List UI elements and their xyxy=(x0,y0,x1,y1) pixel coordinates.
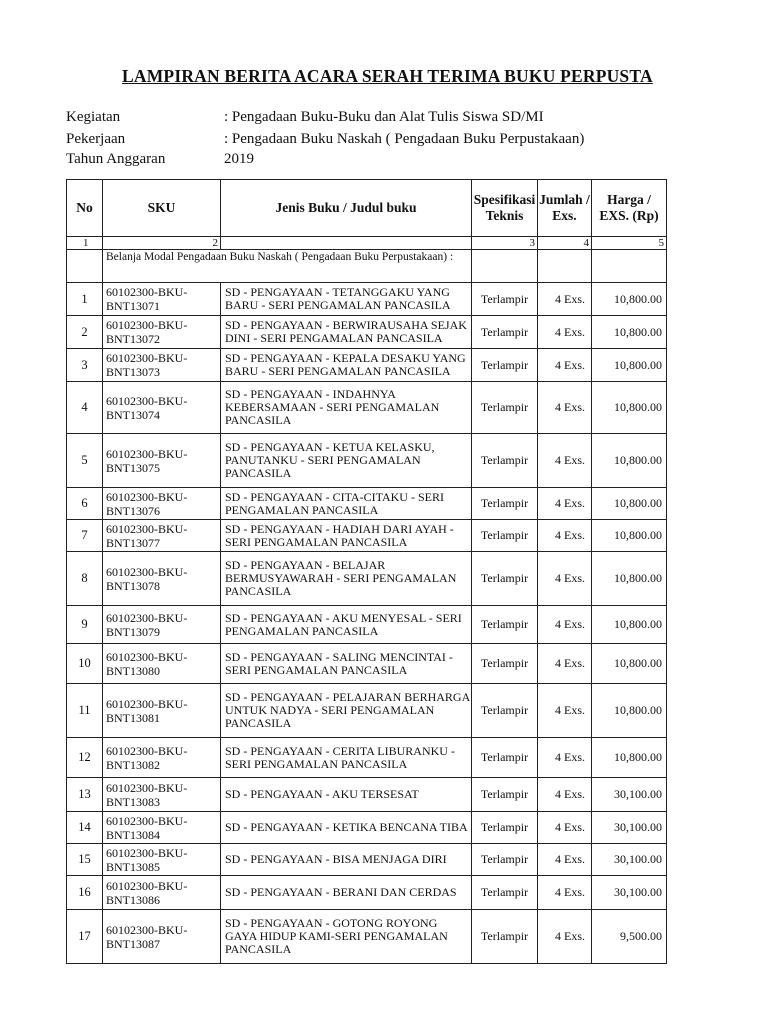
row-qty: 4 Exs. xyxy=(538,349,592,382)
meta-kegiatan-label: Kegiatan xyxy=(66,109,121,125)
table-row xyxy=(67,283,667,316)
row-title xyxy=(221,552,472,606)
row-title xyxy=(221,349,472,382)
document-title: LAMPIRAN BERITA ACARA SERAH TERIMA BUKU PERPUSTA xyxy=(122,66,653,86)
index-cell: 2 xyxy=(103,237,221,250)
row-no: 4 xyxy=(67,382,103,434)
meta-tahun-value: 2019 xyxy=(224,151,254,167)
table-row xyxy=(67,738,667,778)
index-cell: 4 xyxy=(538,237,592,250)
row-title xyxy=(221,812,472,844)
row-qty: 4 Exs. xyxy=(538,910,592,964)
row-sku: 60102300-BKU-BNT13085 xyxy=(103,844,221,876)
row-spec: Terlampir xyxy=(472,644,538,684)
row-no: 17 xyxy=(67,910,103,964)
row-title xyxy=(221,876,472,910)
row-no: 9 xyxy=(67,606,103,644)
table-row xyxy=(67,552,667,606)
row-qty: 4 Exs. xyxy=(538,434,592,488)
row-spec: Terlampir xyxy=(472,552,538,606)
row-price: 10,800.00 xyxy=(592,349,667,382)
row-spec: Terlampir xyxy=(472,812,538,844)
row-sku: 60102300-BKU-BNT13078 xyxy=(103,552,221,606)
row-title xyxy=(221,606,472,644)
row-title-text: SD - PENGAYAAN - KETIKA BENCANA TIBA xyxy=(225,821,468,834)
row-sku: 60102300-BKU-BNT13072 xyxy=(103,316,221,349)
row-title xyxy=(221,644,472,684)
section-empty-cell xyxy=(538,250,592,283)
row-title xyxy=(221,778,472,812)
row-spec: Terlampir xyxy=(472,910,538,964)
table-row xyxy=(67,488,667,520)
row-sku: 60102300-BKU-BNT13071 xyxy=(103,283,221,316)
row-title-text: SD - PENGAYAAN - HADIAH DARI AYAH - SERI PENGAMALAN PANCASILA xyxy=(225,522,454,549)
row-no: 13 xyxy=(67,778,103,812)
row-sku: 60102300-BKU-BNT13077 xyxy=(103,520,221,552)
header-no: No xyxy=(67,180,103,237)
row-title-text: SD - PENGAYAAN - INDAHNYA KEBERSAMAAN - SERI PENGAMALAN PANCASILA xyxy=(225,388,440,427)
row-sku: 60102300-BKU-BNT13082 xyxy=(103,738,221,778)
row-qty: 4 Exs. xyxy=(538,644,592,684)
row-price: 10,800.00 xyxy=(592,434,667,488)
row-price: 30,100.00 xyxy=(592,876,667,910)
table-row xyxy=(67,434,667,488)
row-title-text: SD - PENGAYAAN - GOTONG ROYONG GAYA HIDUP KAMI-SERI PENGAMALAN PANCASILA xyxy=(225,917,448,956)
row-price: 10,800.00 xyxy=(592,684,667,738)
table-row xyxy=(67,349,667,382)
row-title xyxy=(221,520,472,552)
table-row xyxy=(67,876,667,910)
row-spec: Terlampir xyxy=(472,876,538,910)
row-sku: 60102300-BKU-BNT13083 xyxy=(103,778,221,812)
section-empty-cell xyxy=(472,250,538,283)
table-row xyxy=(67,684,667,738)
row-title-text: SD - PENGAYAAN - BELAJAR BERMUSYAWARAH - SERI PENGAMALAN PANCASILA xyxy=(225,559,457,598)
meta-pekerjaan-value: : Pengadaan Buku Naskah ( Pengadaan Buku Perpustakaan) xyxy=(224,131,585,147)
row-spec: Terlampir xyxy=(472,349,538,382)
row-price: 10,800.00 xyxy=(592,552,667,606)
row-title xyxy=(221,684,472,738)
row-no: 15 xyxy=(67,844,103,876)
row-qty: 4 Exs. xyxy=(538,316,592,349)
row-title xyxy=(221,434,472,488)
row-title xyxy=(221,488,472,520)
row-no: 1 xyxy=(67,283,103,316)
section-no-cell xyxy=(67,250,103,283)
row-no: 14 xyxy=(67,812,103,844)
row-sku: 60102300-BKU-BNT13074 xyxy=(103,382,221,434)
row-no: 3 xyxy=(67,349,103,382)
row-title xyxy=(221,910,472,964)
row-sku: 60102300-BKU-BNT13084 xyxy=(103,812,221,844)
row-title-text: SD - PENGAYAAN - PELAJARAN BERHARGA UNTUK NADYA - SERI PENGAMALAN PANCASILA xyxy=(225,691,470,730)
header-spec: Spesifikasi Teknis xyxy=(472,180,538,237)
row-title-text: SD - PENGAYAAN - AKU TERSESAT xyxy=(225,788,419,801)
header-title: Jenis Buku / Judul buku xyxy=(221,180,472,237)
row-qty: 4 Exs. xyxy=(538,488,592,520)
row-title-text: SD - PENGAYAAN - CERITA LIBURANKU - SERI PENGAMALAN PANCASILA xyxy=(225,744,455,771)
row-qty: 4 Exs. xyxy=(538,778,592,812)
row-sku: 60102300-BKU-BNT13073 xyxy=(103,349,221,382)
row-title xyxy=(221,283,472,316)
row-title xyxy=(221,738,472,778)
row-no: 2 xyxy=(67,316,103,349)
row-title-text: SD - PENGAYAAN - BERANI DAN CERDAS xyxy=(225,886,457,899)
index-cell: 5 xyxy=(592,237,667,250)
table-header-row xyxy=(67,180,667,237)
row-no: 10 xyxy=(67,644,103,684)
row-qty: 4 Exs. xyxy=(538,876,592,910)
index-cell: 3 xyxy=(472,237,538,250)
row-sku: 60102300-BKU-BNT13086 xyxy=(103,876,221,910)
row-spec: Terlampir xyxy=(472,283,538,316)
section-empty-cell xyxy=(592,250,667,283)
row-qty: 4 Exs. xyxy=(538,738,592,778)
row-spec: Terlampir xyxy=(472,844,538,876)
header-price: Harga / EXS. (Rp) xyxy=(592,180,667,237)
row-no: 8 xyxy=(67,552,103,606)
row-qty: 4 Exs. xyxy=(538,552,592,606)
index-cell: 1 xyxy=(67,237,103,250)
row-title-text: SD - PENGAYAAN - TETANGGAKU YANG BARU - SERI PENGAMALAN PANCASILA xyxy=(225,286,451,312)
row-title-text: SD - PENGAYAAN - BERWIRAUSAHA SEJAK DINI - SERI PENGAMALAN PANCASILA xyxy=(225,319,467,345)
row-title-text: SD - PENGAYAAN - BISA MENJAGA DIRI xyxy=(225,853,447,866)
row-no: 16 xyxy=(67,876,103,910)
row-price: 10,800.00 xyxy=(592,644,667,684)
table-row xyxy=(67,778,667,812)
meta-pekerjaan-label: Pekerjaan xyxy=(66,131,126,147)
row-qty: 4 Exs. xyxy=(538,606,592,644)
meta-tahun-label: Tahun Anggaran xyxy=(66,151,166,167)
row-spec: Terlampir xyxy=(472,738,538,778)
row-price: 30,100.00 xyxy=(592,844,667,876)
row-sku: 60102300-BKU-BNT13079 xyxy=(103,606,221,644)
row-qty: 4 Exs. xyxy=(538,844,592,876)
row-price: 10,800.00 xyxy=(592,488,667,520)
row-price: 10,800.00 xyxy=(592,316,667,349)
table-row xyxy=(67,520,667,552)
row-price: 10,800.00 xyxy=(592,283,667,316)
header-sku: SKU xyxy=(103,180,221,237)
row-title-text: SD - PENGAYAAN - CITA-CITAKU - SERI PENGAMALAN PANCASILA xyxy=(225,490,444,517)
row-qty: 4 Exs. xyxy=(538,812,592,844)
row-qty: 4 Exs. xyxy=(538,283,592,316)
row-sku: 60102300-BKU-BNT13076 xyxy=(103,488,221,520)
row-price: 10,800.00 xyxy=(592,606,667,644)
table-row xyxy=(67,844,667,876)
row-sku: 60102300-BKU-BNT13075 xyxy=(103,434,221,488)
row-qty: 4 Exs. xyxy=(538,684,592,738)
row-sku: 60102300-BKU-BNT13081 xyxy=(103,684,221,738)
row-qty: 4 Exs. xyxy=(538,382,592,434)
row-title xyxy=(221,382,472,434)
row-spec: Terlampir xyxy=(472,382,538,434)
row-title xyxy=(221,844,472,876)
row-qty: 4 Exs. xyxy=(538,520,592,552)
table-row xyxy=(67,316,667,349)
row-no: 12 xyxy=(67,738,103,778)
row-title-text: SD - PENGAYAAN - KEPALA DESAKU YANG BARU - SERI PENGAMALAN PANCASILA xyxy=(225,352,466,378)
header-qty: Jumlah / Exs. xyxy=(538,180,592,237)
row-title-text: SD - PENGAYAAN - SALING MENCINTAI - SERI PENGAMALAN PANCASILA xyxy=(225,650,453,677)
meta-kegiatan-value: : Pengadaan Buku-Buku dan Alat Tulis Siswa SD/MI xyxy=(224,109,544,125)
table-row xyxy=(67,606,667,644)
row-price: 30,100.00 xyxy=(592,812,667,844)
row-price: 10,800.00 xyxy=(592,738,667,778)
row-spec: Terlampir xyxy=(472,520,538,552)
row-price: 30,100.00 xyxy=(592,778,667,812)
table-row xyxy=(67,644,667,684)
column-index-row xyxy=(67,237,667,250)
table-row xyxy=(67,910,667,964)
row-no: 11 xyxy=(67,684,103,738)
row-no: 7 xyxy=(67,520,103,552)
row-sku: 60102300-BKU-BNT13080 xyxy=(103,644,221,684)
row-title xyxy=(221,316,472,349)
index-cell xyxy=(221,237,472,250)
section-label: Belanja Modal Pengadaan Buku Naskah ( Pengadaan Buku Perpustakaan) : xyxy=(103,250,472,283)
document-title-wrap xyxy=(0,66,768,90)
row-no: 6 xyxy=(67,488,103,520)
row-spec: Terlampir xyxy=(472,316,538,349)
row-spec: Terlampir xyxy=(472,606,538,644)
row-spec: Terlampir xyxy=(472,778,538,812)
row-spec: Terlampir xyxy=(472,684,538,738)
book-table xyxy=(66,179,667,964)
row-price: 10,800.00 xyxy=(592,382,667,434)
row-price: 10,800.00 xyxy=(592,520,667,552)
row-spec: Terlampir xyxy=(472,434,538,488)
section-row xyxy=(67,250,667,283)
row-spec: Terlampir xyxy=(472,488,538,520)
row-no: 5 xyxy=(67,434,103,488)
table-row xyxy=(67,812,667,844)
row-title-text: SD - PENGAYAAN - KETUA KELASKU, PANUTANKU - SERI PENGAMALAN PANCASILA xyxy=(225,441,435,480)
row-sku: 60102300-BKU-BNT13087 xyxy=(103,910,221,964)
table-row xyxy=(67,382,667,434)
row-title-text: SD - PENGAYAAN - AKU MENYESAL - SERI PENGAMALAN PANCASILA xyxy=(225,611,462,638)
row-price: 9,500.00 xyxy=(592,910,667,964)
